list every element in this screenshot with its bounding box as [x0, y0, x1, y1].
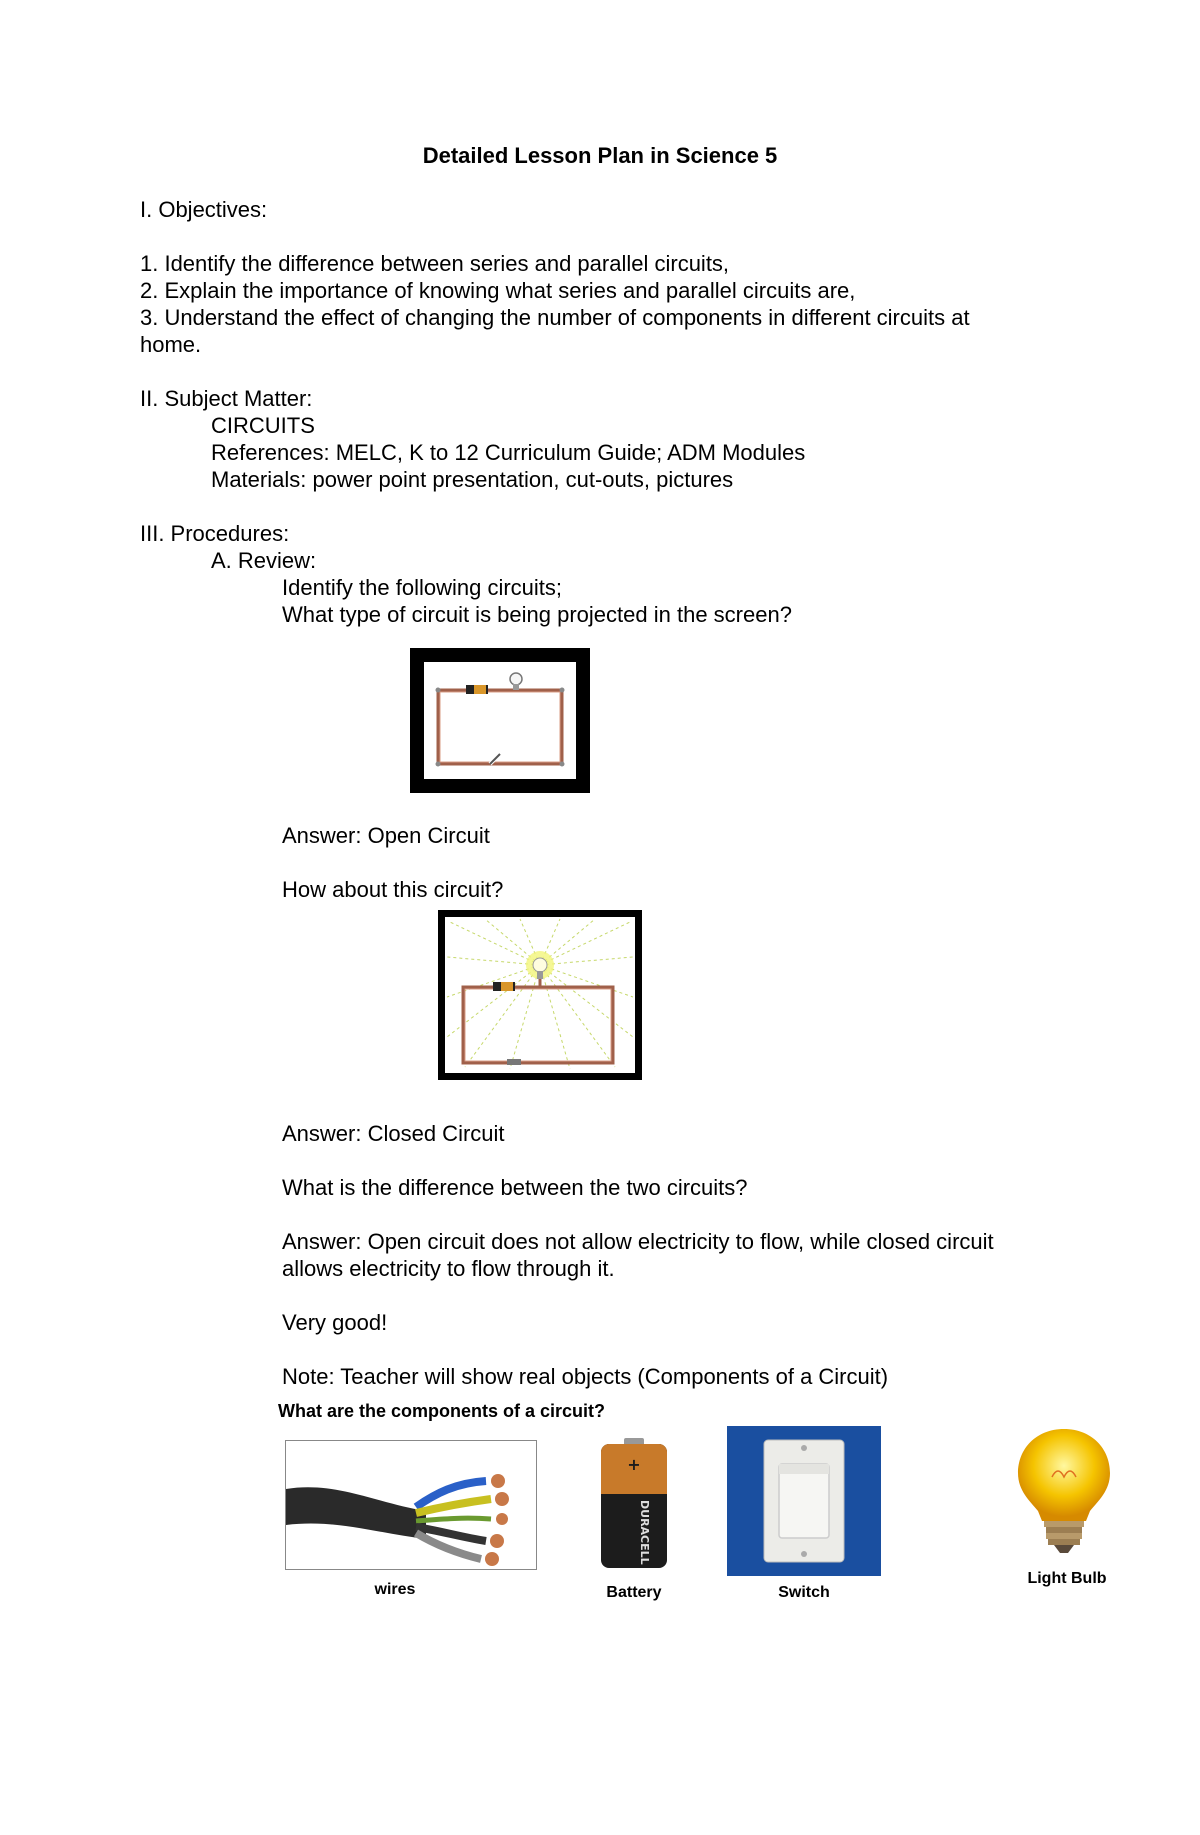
review-instruction: Identify the following circuits; — [282, 575, 563, 600]
answer-2: Answer: Closed Circuit — [282, 1121, 505, 1146]
battery-brand-text: DURACELL — [638, 1500, 651, 1565]
closed-circuit-figure — [438, 910, 642, 1080]
subject-references: References: MELC, K to 12 Curriculum Guide; ADM Modules — [211, 440, 806, 465]
teacher-note: Note: Teacher will show real objects (Components of a Circuit) — [282, 1364, 889, 1389]
wires-image — [285, 1440, 537, 1570]
light-bulb-image — [1012, 1425, 1116, 1555]
review-question-3: What is the difference between the two circuits? — [282, 1175, 748, 1200]
review-heading: A. Review: — [211, 548, 317, 573]
review-question-1: What type of circuit is being projected in the screen? — [282, 602, 792, 627]
document-title: Detailed Lesson Plan in Science 5 — [422, 143, 778, 168]
review-question-2: How about this circuit? — [282, 877, 504, 902]
objective-item-3: 3. Understand the effect of changing the number of components in different circuits at — [140, 305, 970, 330]
answer-3-line-2: allows electricity to flow through it. — [282, 1256, 615, 1281]
objective-item-1: 1. Identify the difference between series and parallel circuits, — [140, 251, 730, 276]
switch-label: Switch — [778, 1584, 830, 1601]
svg-text:+: + — [627, 1455, 641, 1474]
objective-item-3-continued: home. — [140, 332, 202, 357]
light-bulb-label: Light Bulb — [1027, 1570, 1107, 1587]
objectives-heading: I. Objectives: — [140, 197, 268, 222]
components-heading: What are the components of a circuit? — [278, 1401, 606, 1421]
procedures-heading: III. Procedures: — [140, 521, 290, 546]
praise-text: Very good! — [282, 1310, 388, 1335]
answer-1: Answer: Open Circuit — [282, 823, 490, 848]
battery-image — [595, 1438, 673, 1570]
answer-3-line-1: Answer: Open circuit does not allow electricity to flow, while closed circuit — [282, 1229, 994, 1254]
objective-item-2: 2. Explain the importance of knowing what series and parallel circuits are, — [140, 278, 856, 303]
switch-image — [727, 1426, 881, 1576]
open-circuit-figure — [410, 648, 590, 793]
subject-topic: CIRCUITS — [211, 413, 315, 438]
subject-matter-heading: II. Subject Matter: — [140, 386, 313, 411]
subject-materials: Materials: power point presentation, cut-outs, pictures — [211, 467, 734, 492]
wires-label: wires — [374, 1581, 416, 1598]
battery-label: Battery — [606, 1584, 662, 1601]
